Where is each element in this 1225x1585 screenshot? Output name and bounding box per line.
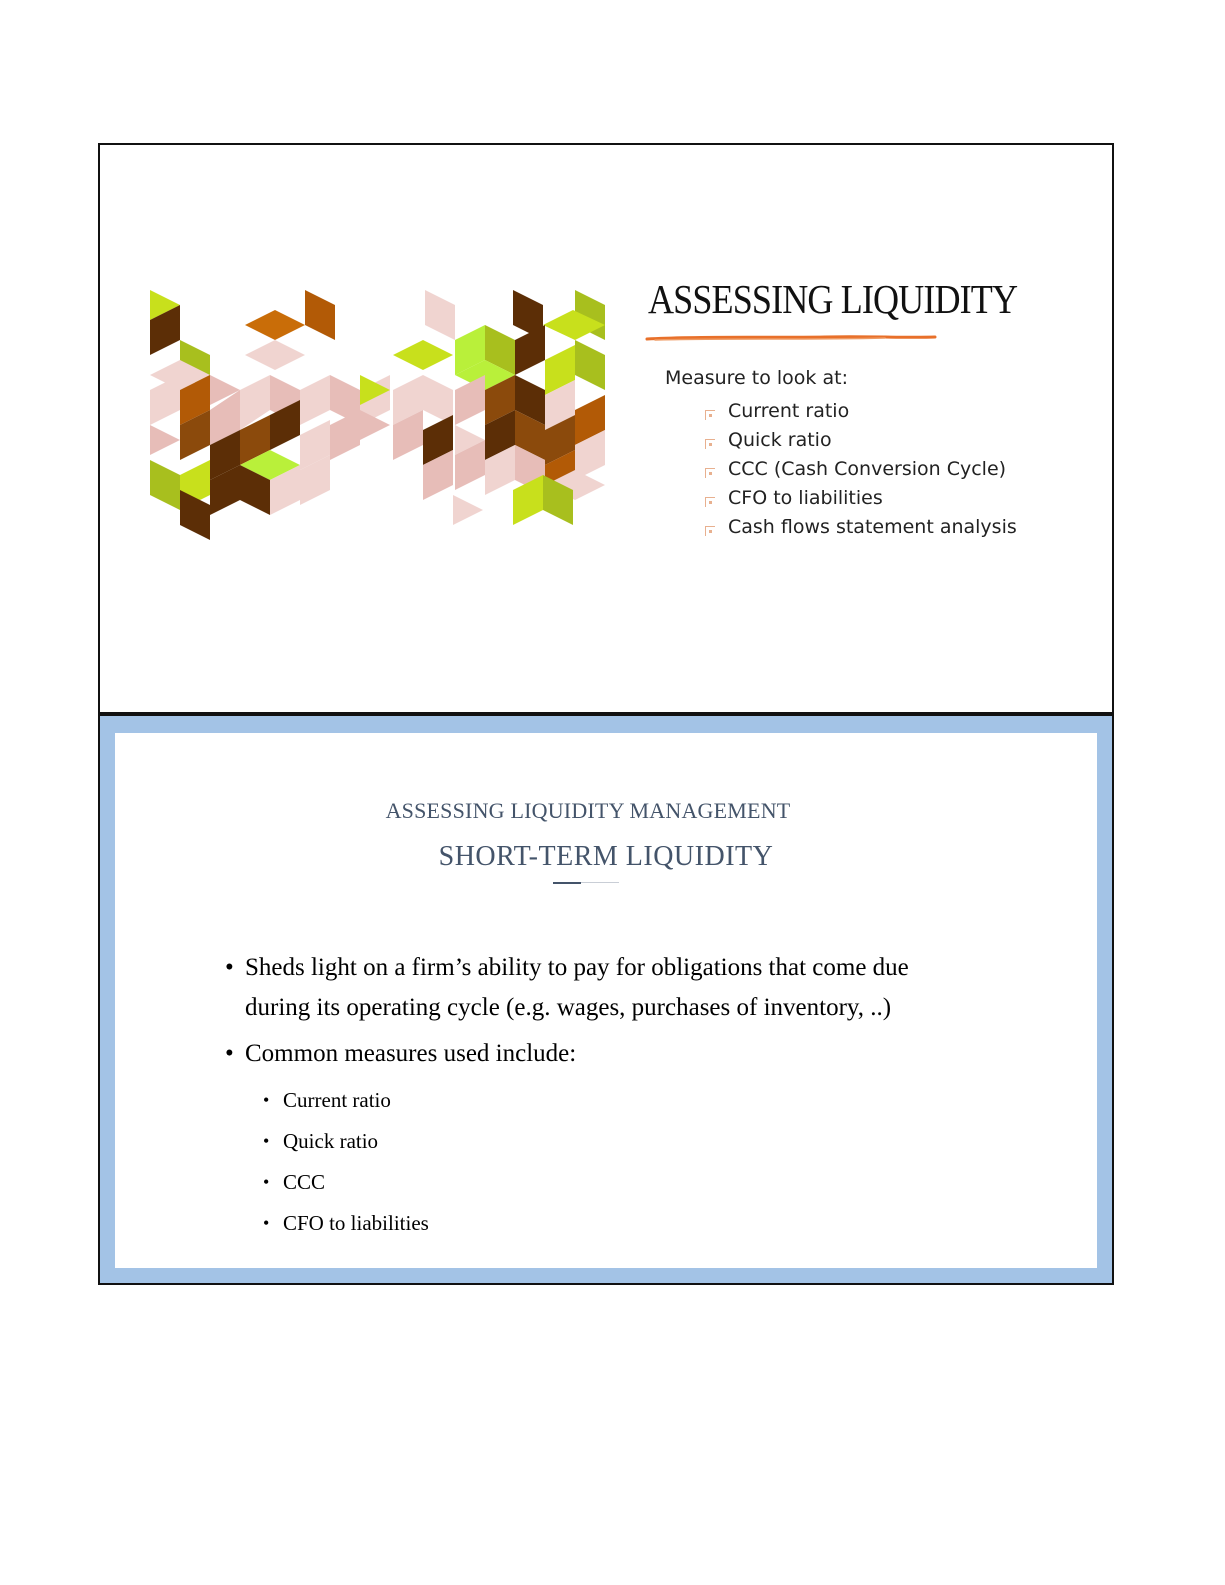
measures-list [705,397,1017,542]
list-item-label: Quick ratio [728,429,832,451]
list-item [705,426,1017,455]
sub-bullet-label: CFO to liabilities [283,1211,429,1235]
title-divider [553,882,619,885]
bullet-icon: • [263,1172,270,1192]
sub-bullet-item [225,1080,1025,1121]
list-item-label: Current ratio [728,400,850,422]
bullet-item [225,948,1025,1028]
slide-body [225,948,1025,1244]
list-item [705,397,1017,426]
bullet-icon [705,468,715,478]
list-item-label: CFO to liabilities [728,487,883,509]
slide-kicker: ASSESSING LIQUIDITY MANAGEMENT [385,798,791,823]
bullet-icon [705,497,715,507]
bullet-icon: • [263,1090,270,1110]
bullet-icon: • [263,1131,270,1151]
sub-bullet-item [225,1203,1025,1244]
list-item [705,455,1017,484]
bullet-icon [705,526,715,536]
list-item [705,513,1017,542]
list-item-label: Cash flows statement analysis [728,516,1017,538]
slide-short-term-liquidity [98,714,1114,1285]
list-item-label: CCC (Cash Conversion Cycle) [728,458,1007,480]
bullet-icon [705,439,715,449]
sub-bullet-item [225,1121,1025,1162]
bullet-icon: • [263,1213,270,1233]
list-item [705,484,1017,513]
sub-bullet-label: Quick ratio [283,1129,379,1153]
measures-intro: Measure to look at: [665,367,848,389]
sub-bullet-list [225,1080,1025,1244]
bullet-icon [705,410,715,420]
slide-assessing-liquidity [98,143,1114,714]
sub-bullet-label: Current ratio [283,1088,391,1112]
slide-content-area [115,733,1097,1268]
bullet-text-line: during its operating cycle (e.g. wages, purchases of inventory, ..) [245,994,892,1021]
bullet-icon: • [225,954,234,981]
slide-title: SHORT-TERM LIQUIDITY [438,841,774,872]
bullet-text-line: Common measures used include: [245,1040,577,1067]
geometric-mosaic-image [150,285,610,545]
sub-bullet-label: CCC [283,1170,326,1194]
bullet-text-line: Sheds light on a firm’s ability to pay for obligations that come due [245,954,909,981]
bullet-icon: • [225,1040,234,1067]
sub-bullet-item [225,1162,1025,1203]
slide-title: ASSESSING LIQUIDITY [648,276,1018,322]
bullet-item [225,1034,1025,1074]
title-underline-stroke [645,333,937,343]
